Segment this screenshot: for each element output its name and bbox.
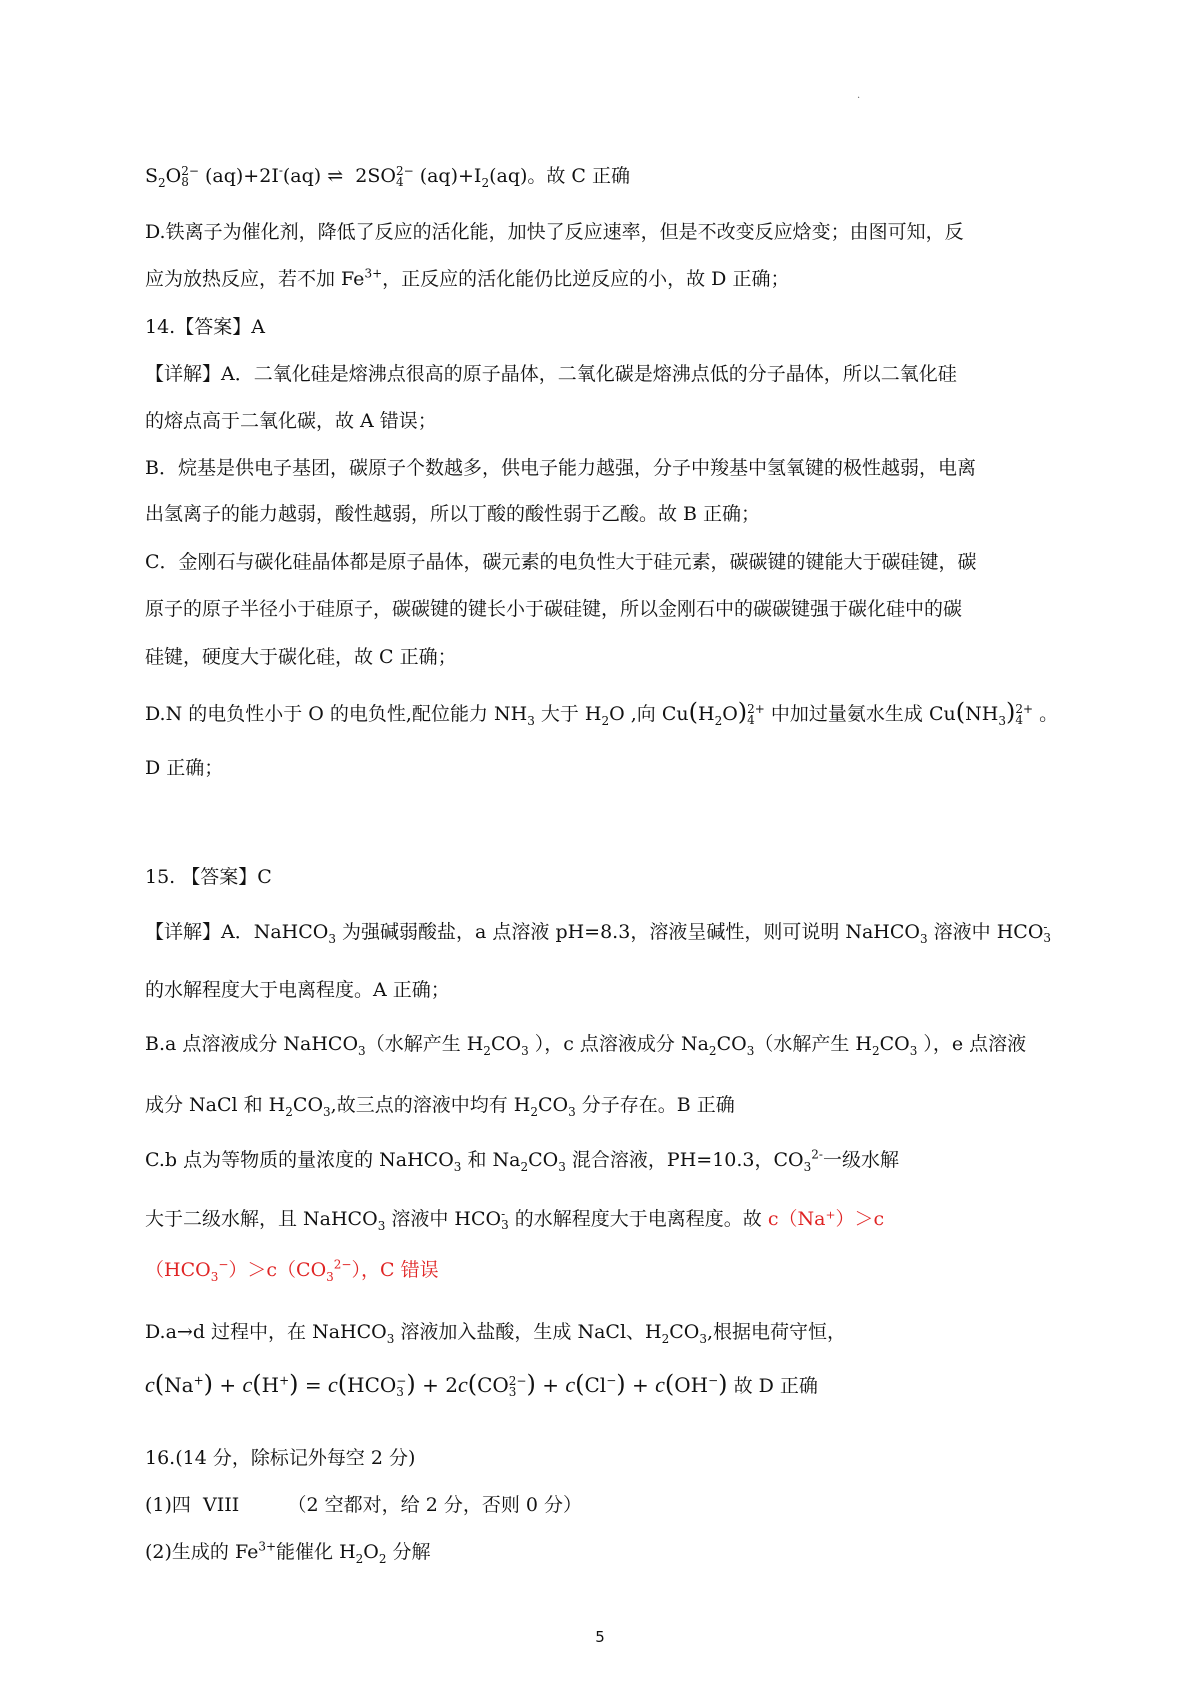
q16-part2: (2)生成的 $Fe^{3+}$能催化 $H_2O_2$ 分解 [145, 1539, 431, 1566]
equilibrium-arrow-icon: ⇌ [327, 165, 344, 187]
q15-a-line2: 的水解程度大于电离程度。A 正确； [145, 979, 450, 1001]
q15-a-line1: 【详解】A．NaHCO$_3$ 为强碱弱酸盐，a 点溶液 pH=8.3，溶液呈碱性，则可说明 NaHCO$_3$ 溶液中 HCO - 3 [145, 920, 1052, 946]
q14-b-line1: B．烷基是供电子基团，碳原子个数越多，供电子能力越强，分子中羧基中氢氧键的极性越弱，电离 [145, 457, 976, 479]
q15-d-line1: D.a→d 过程中，在 NaHCO$_3$ 溶液加入盐酸，生成 NaCl、$H_2CO_3$,根据电荷守恒， [145, 1321, 847, 1346]
q15-c-line3: $(HCO_3^-)>c(CO_3^{2-})$，C 错误 [145, 1257, 439, 1284]
q16-header: 16.(14 分，除标记外每空 2 分) [145, 1447, 416, 1469]
q14-d-line2: D 正确； [145, 757, 224, 779]
q13-d-line2: 应为放热反应，若不加 $Fe^{3+}$，正反应的活化能仍比逆反应的小，故 D 正确； [145, 266, 790, 290]
stray-dot: . [857, 90, 861, 101]
q15-charge-balance-equation: c(Na+) + c(H+) = c(HCO − 3 ) + 2c(CO 2− 3 ) + c(Cl−) + c(OH−) 故 D 正确 [145, 1370, 818, 1399]
highlighted-conclusion: c（Na⁺）＞c [767, 1208, 885, 1230]
q14-answer: 14.【答案】A [145, 316, 265, 338]
page-number: 5 [595, 1628, 605, 1646]
q14-d-line1: D.N 的电负性小于 O 的电负性,配位能力 $NH_3$ 大于 $H_2O$ ,向 $Cu(H_2O)$ 2+ 4 中加过量氨水生成 $Cu(NH_3)$ 2+ 4 。 [145, 698, 1059, 728]
q16-part1: (1)四 VIII （2 空都对，给 2 分，否则 0 分） [145, 1494, 583, 1516]
q14-b-line2: 出氢离子的能力越弱，酸性越弱，所以丁酸的酸性弱于乙酸。故 B 正确； [145, 503, 761, 525]
q14-c-line3: 硅键，硬度大于碳化硅，故 C 正确； [145, 646, 457, 668]
q15-b-line1: B.a 点溶液成分 NaHCO$_3$（水解产生 $H_2CO_3$ ），c 点溶液成分 $Na_2CO_3$（水解产生 $H_2CO_3$ ），e 点溶液 [145, 1033, 1027, 1058]
q15-c-line2: 大于二级水解，且 NaHCO$_3$ 溶液中 HCO - 3 的水解程度大于电离程度。故 c（Na⁺）＞c [145, 1207, 885, 1233]
q15-c-line1: C.b 点为等物质的量浓度的 NaHCO$_3$ 和 $Na_2CO_3$ 混合溶液，PH=10.3，$CO_3^{2-}$一级水解 [145, 1147, 899, 1174]
q14-c-line2: 原子的原子半径小于硅原子，碳碳键的键长小于碳硅键，所以金刚石中的碳碳键强于碳化硅中的碳 [145, 598, 963, 620]
q13-d-line1: D.铁离子为催化剂，降低了反应的活化能，加快了反应速率，但是不改变反应焓变；由图可知，反 [145, 221, 964, 243]
q14-c-line1: C．金刚石与碳化硅晶体都是原子晶体，碳元素的电负性大于硅元素，碳碳键的键能大于碳硅键，碳 [145, 551, 977, 573]
q15-b-line2: 成分 NaCl 和 $H_2CO_3$,故三点的溶液中均有 $H_2CO_3$ 分子存在。B 正确 [145, 1094, 735, 1119]
q13-equation: $S_2O$ 2− 8 (aq)+2I-(aq) ⇌ 2SO 2− 4 $(aq)+I_2(aq)$。故 C 正确 [145, 163, 631, 190]
q15-answer: 15. 【答案】C [145, 866, 272, 888]
q14-a-line2: 的熔点高于二氧化碳，故 A 错误； [145, 410, 437, 432]
q14-a-line1: 【详解】A．二氧化硅是熔沸点很高的原子晶体，二氧化碳是熔沸点低的分子晶体，所以二氧化硅 [145, 363, 957, 385]
